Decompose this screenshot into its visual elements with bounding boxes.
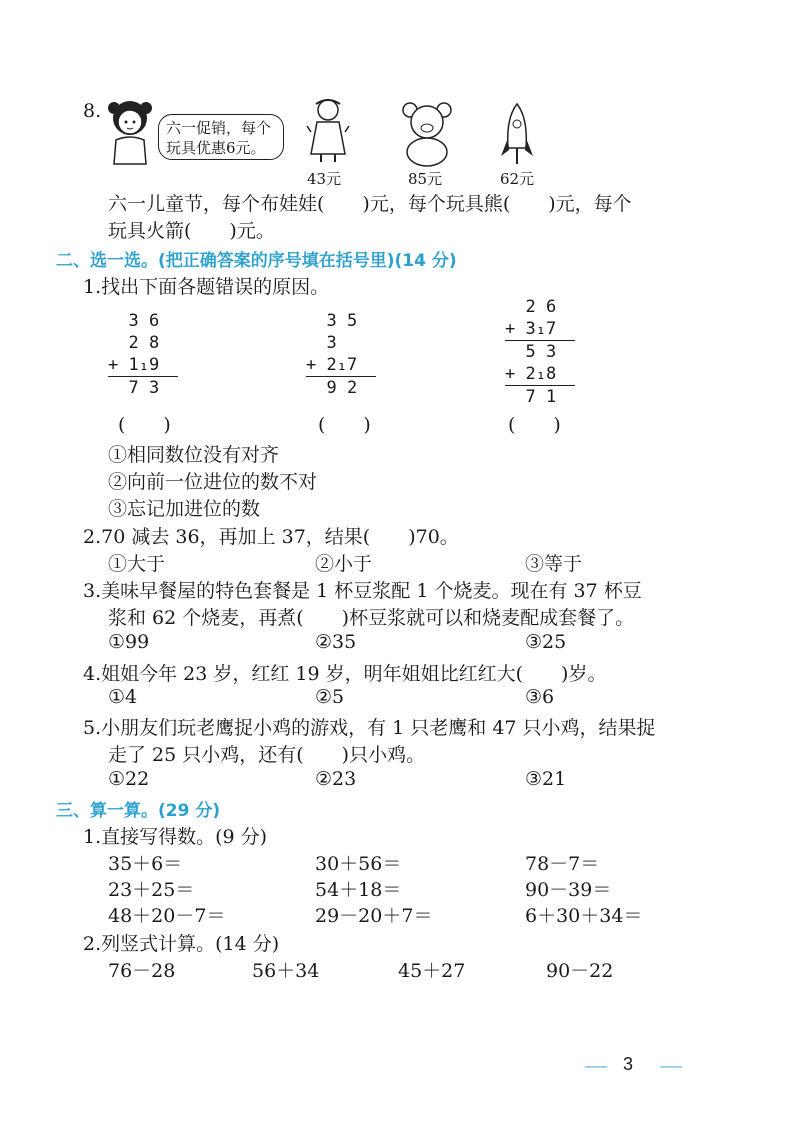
q2-4-stem: 4.姐姐今年 23 岁，红红 19 岁，明年姐姐比红红大( )岁。 <box>83 663 607 685</box>
q8-line-1: 六一儿童节，每个布娃娃( )元，每个玩具熊( )元，每个 <box>108 193 632 215</box>
option: ③等于 <box>525 553 583 575</box>
doll-icon <box>303 96 353 166</box>
calc-result: 7 3 <box>108 378 160 398</box>
calc-row: 2 8 <box>108 333 160 353</box>
vertical-calc-b <box>306 310 376 399</box>
bear-price: 85元 <box>408 170 443 188</box>
arithmetic-item: 6＋30＋34＝ <box>525 905 643 927</box>
answer-blank-a[interactable]: ( ) <box>118 414 171 436</box>
speech-line: 玩具优惠6元。 <box>166 139 266 157</box>
arithmetic-item: 90－39＝ <box>525 879 612 901</box>
vertical-calc-item: 76－28 <box>108 960 176 982</box>
arithmetic-item: 23＋25＝ <box>108 879 195 901</box>
rocket-icon <box>500 102 534 168</box>
q8-line-2: 玩具火箭( )元。 <box>108 220 275 242</box>
speech-line: 六一促销，每个 <box>166 119 272 137</box>
option: ①99 <box>108 631 150 653</box>
rocket-price: 62元 <box>500 170 535 188</box>
section-2-title: 二、选一选。(把正确答案的序号填在括号里)(14 分) <box>56 251 457 271</box>
option: ③25 <box>525 631 567 653</box>
calc-row: + 3₁7 <box>505 319 557 339</box>
option: ③忘记加进位的数 <box>108 498 261 520</box>
vertical-calc-a <box>108 310 178 399</box>
q3-1-stem: 1.直接写得数。(9 分) <box>83 826 268 848</box>
q2-1-stem: 1.找出下面各题错误的原因。 <box>83 276 330 298</box>
vertical-calc-item: 45＋27 <box>398 960 466 982</box>
answer-blank-b[interactable]: ( ) <box>318 414 371 436</box>
calc-result: 9 2 <box>306 378 358 398</box>
arithmetic-item: 30＋56＝ <box>315 853 402 875</box>
teddy-bear-icon <box>398 100 456 168</box>
vertical-calc-c <box>505 296 575 408</box>
q2-5-stem-2: 走了 25 只小鸡，还有( )只小鸡。 <box>108 744 426 766</box>
arithmetic-item: 35＋6＝ <box>108 853 183 875</box>
girl-illustration <box>100 94 160 168</box>
option: ②23 <box>315 768 357 790</box>
option: ②5 <box>315 686 345 708</box>
q3-2-stem: 2.列竖式计算。(14 分) <box>83 933 280 955</box>
option: ②向前一位进位的数不对 <box>108 471 318 493</box>
arithmetic-item: 48＋20－7＝ <box>108 905 226 927</box>
calc-row: 3 6 <box>108 311 160 331</box>
footer-rule-left <box>585 1066 607 1068</box>
calc-mid: 5 3 <box>505 342 557 362</box>
answer-blank-c[interactable]: ( ) <box>508 414 561 436</box>
section-3-title: 三、算一算。(29 分) <box>56 801 221 821</box>
vertical-calc-item: 56＋34 <box>252 960 320 982</box>
option: ②35 <box>315 631 357 653</box>
option: ①大于 <box>108 553 166 575</box>
q2-3-stem-1: 3.美味早餐屋的特色套餐是 1 杯豆浆配 1 个烧麦。现在有 37 杯豆 <box>83 580 642 602</box>
option: ③21 <box>525 768 567 790</box>
option: ③6 <box>525 686 555 708</box>
footer-rule-right <box>660 1066 682 1068</box>
option: ①4 <box>108 686 138 708</box>
arithmetic-item: 29－20＋7＝ <box>315 905 433 927</box>
calc-row: + 2₁7 <box>306 355 358 375</box>
q2-3-stem-2: 浆和 62 个烧麦，再煮( )杯豆浆就可以和烧麦配成套餐了。 <box>108 607 635 629</box>
option: ②小于 <box>315 553 373 575</box>
calc-row: + 2₁8 <box>505 364 557 384</box>
option: ①相同数位没有对齐 <box>108 444 280 466</box>
arithmetic-item: 54＋18＝ <box>315 879 402 901</box>
arithmetic-item: 78－7＝ <box>525 853 600 875</box>
doll-price: 43元 <box>307 170 342 188</box>
question-number: 8. <box>83 100 102 122</box>
q2-5-stem-1: 5.小朋友们玩老鹰捉小鸡的游戏，有 1 只老鹰和 47 只小鸡，结果捉 <box>83 717 656 739</box>
calc-row: 2 6 <box>505 297 557 317</box>
option: ①22 <box>108 768 150 790</box>
calc-row: 3 <box>306 333 358 353</box>
calc-row: 3 5 <box>306 311 358 331</box>
calc-result: 7 1 <box>505 387 557 407</box>
q2-2-stem: 2.70 减去 36，再加上 37，结果( )70。 <box>83 526 459 548</box>
page-number: 3 <box>623 1054 634 1074</box>
vertical-calc-item: 90－22 <box>546 960 614 982</box>
calc-row: + 1₁9 <box>108 355 160 375</box>
